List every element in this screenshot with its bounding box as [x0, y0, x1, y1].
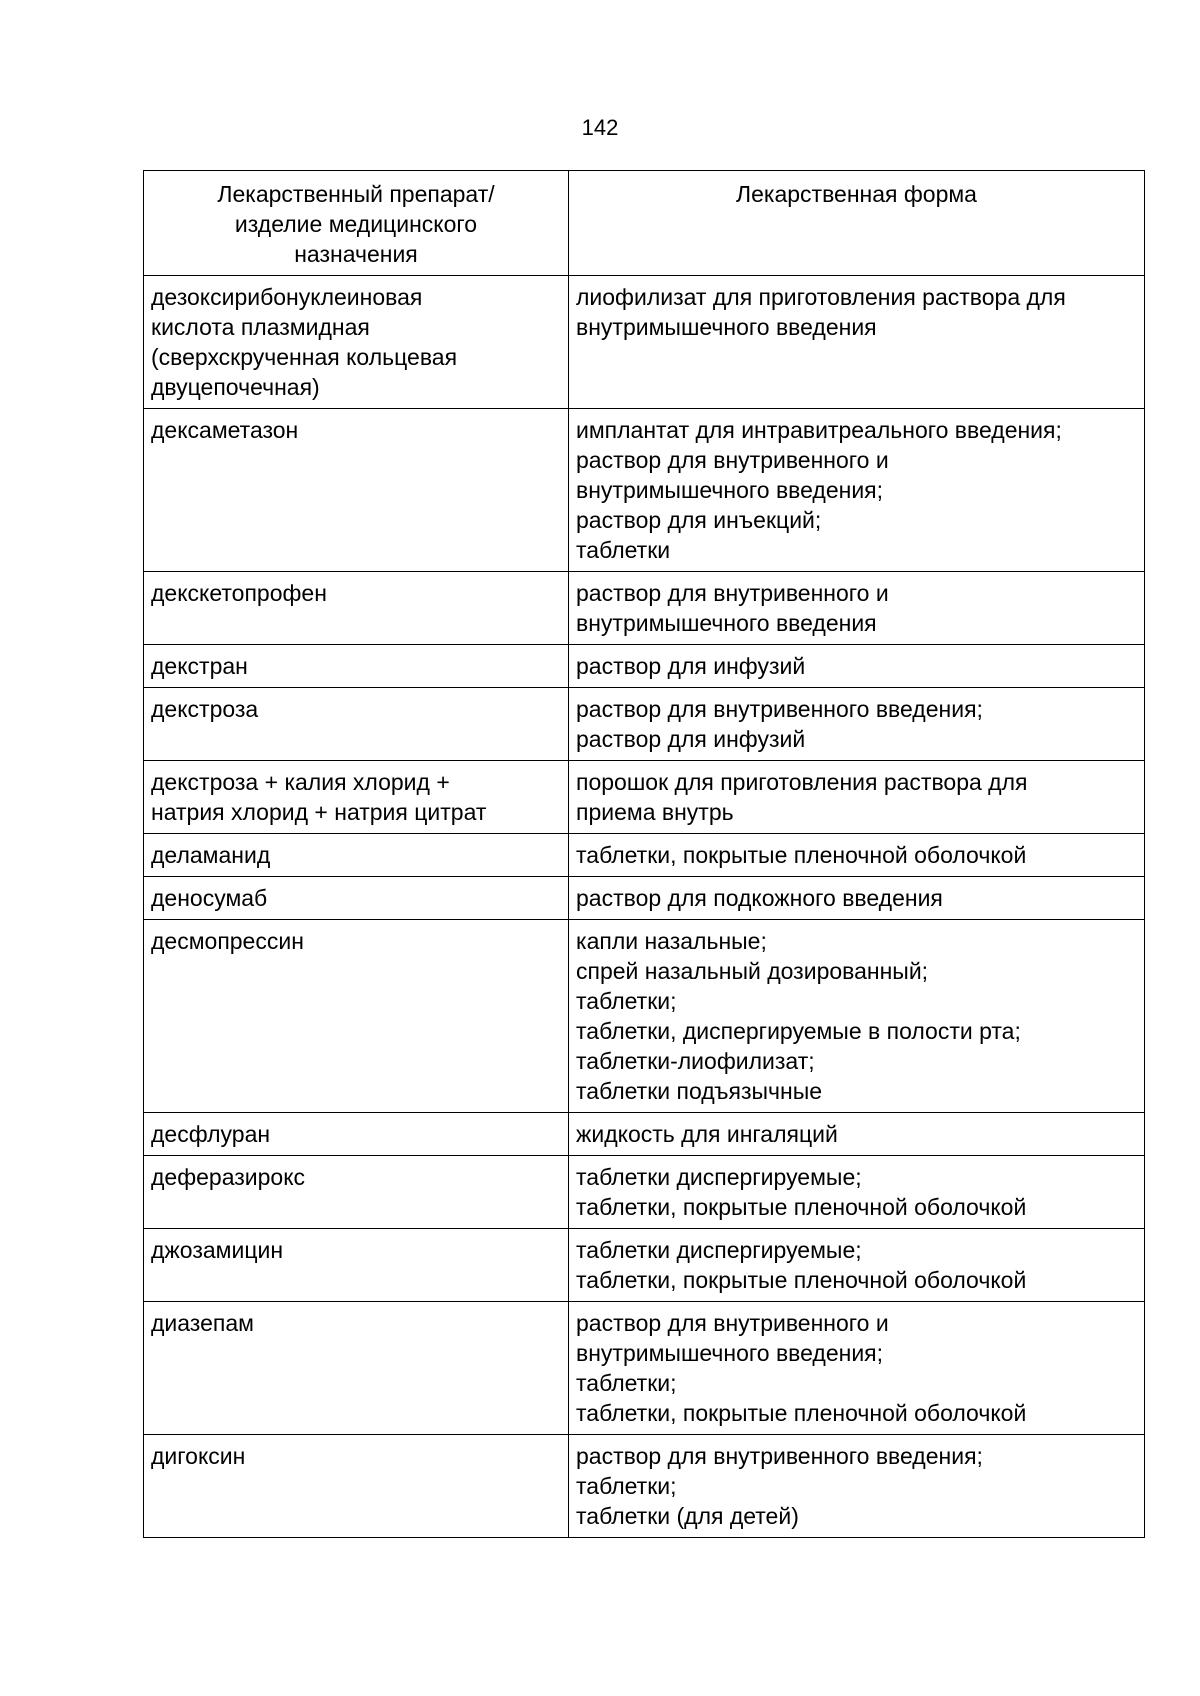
table-row	[144, 688, 1145, 761]
cell-line: таблетки	[576, 537, 671, 563]
table-row	[144, 276, 1145, 409]
cell-line: раствор для внутривенного и	[576, 1310, 889, 1336]
cell-line: внутримышечного введения	[576, 610, 877, 636]
dosage-form-cell	[569, 834, 1145, 877]
drug-name-cell	[144, 877, 569, 920]
drug-name-cell	[144, 1113, 569, 1156]
dosage-form-cell	[569, 761, 1145, 834]
drug-name-cell	[144, 572, 569, 645]
cell-line: деламанид	[151, 842, 271, 868]
cell-line: таблетки;	[576, 1370, 677, 1396]
dosage-form-cell	[569, 688, 1145, 761]
dosage-form-cell	[569, 645, 1145, 688]
cell-line: изделие медицинского	[234, 211, 478, 237]
cell-line: десфлуран	[151, 1121, 271, 1147]
drug-table	[143, 170, 1145, 1538]
cell-line: таблетки, покрытые пленочной оболочкой	[576, 842, 1027, 868]
drug-name-cell	[144, 688, 569, 761]
cell-line: таблетки диспергируемые;	[576, 1164, 862, 1190]
cell-line: порошок для приготовления раствора для	[576, 769, 1028, 795]
cell-line: таблетки;	[576, 988, 677, 1014]
cell-line: натрия хлорид + натрия цитрат	[151, 799, 487, 825]
cell-line: таблетки подъязычные	[576, 1078, 823, 1104]
table-row	[144, 1435, 1145, 1538]
cell-line: диазепам	[151, 1310, 254, 1336]
header-drug	[144, 171, 569, 276]
cell-line: жидкость для ингаляций	[576, 1121, 838, 1147]
cell-line: раствор для инъекций;	[576, 507, 822, 533]
table-row	[144, 572, 1145, 645]
dosage-form-cell	[569, 572, 1145, 645]
cell-line: Лекарственный препарат/	[217, 181, 495, 207]
cell-line: приема внутрь	[576, 799, 734, 825]
dosage-form-cell	[569, 1156, 1145, 1229]
table-row	[144, 761, 1145, 834]
cell-line: раствор для инфузий	[576, 726, 806, 752]
cell-line: двуцепочечная)	[151, 374, 320, 400]
cell-line: таблетки, диспергируемые в полости рта;	[576, 1018, 1021, 1044]
cell-line: раствор для внутривенного введения;	[576, 696, 983, 722]
cell-line: десмопрессин	[151, 928, 304, 954]
cell-line: таблетки диспергируемые;	[576, 1237, 862, 1263]
drug-name-cell	[144, 1435, 569, 1538]
cell-line: внутримышечного введения;	[576, 477, 884, 503]
table-row	[144, 1229, 1145, 1302]
cell-line: капли назальные;	[576, 928, 767, 954]
cell-line: таблетки, покрытые пленочной оболочкой	[576, 1400, 1027, 1426]
cell-line: декстран	[151, 653, 248, 679]
table-row	[144, 409, 1145, 572]
cell-line: таблетки, покрытые пленочной оболочкой	[576, 1194, 1027, 1220]
dosage-form-cell	[569, 877, 1145, 920]
cell-line: дексаметазон	[151, 417, 299, 443]
cell-line: раствор для подкожного введения	[576, 885, 943, 911]
drug-name-cell	[144, 1229, 569, 1302]
cell-line: таблетки, покрытые пленочной оболочкой	[576, 1267, 1027, 1293]
cell-line: джозамицин	[151, 1237, 284, 1263]
drug-name-cell	[144, 1302, 569, 1435]
cell-line: имплантат для интравитреального введения;	[576, 417, 1062, 443]
drug-name-cell	[144, 920, 569, 1113]
header-form	[569, 171, 1145, 276]
drug-name-cell	[144, 761, 569, 834]
drug-name-cell	[144, 409, 569, 572]
cell-line: внутримышечного введения;	[576, 1340, 884, 1366]
cell-line: таблетки (для детей)	[576, 1503, 799, 1529]
cell-line: внутримышечного введения	[576, 314, 877, 340]
cell-line: декстроза + калия хлорид +	[151, 769, 450, 795]
cell-line: назначения	[294, 241, 418, 267]
table-row	[144, 1113, 1145, 1156]
dosage-form-cell	[569, 409, 1145, 572]
table-row	[144, 1302, 1145, 1435]
cell-line: таблетки;	[576, 1473, 677, 1499]
dosage-form-cell	[569, 1229, 1145, 1302]
cell-line: раствор для внутривенного и	[576, 580, 889, 606]
cell-line: декскетопрофен	[151, 580, 327, 606]
cell-line: таблетки-лиофилизат;	[576, 1048, 815, 1074]
table-row	[144, 645, 1145, 688]
dosage-form-cell	[569, 1113, 1145, 1156]
cell-line: раствор для внутривенного и	[576, 447, 889, 473]
cell-line: раствор для инфузий	[576, 653, 806, 679]
drug-name-cell	[144, 276, 569, 409]
table-row	[144, 877, 1145, 920]
cell-line: дезоксирибонуклеиновая	[151, 284, 423, 310]
cell-line: деферазирокс	[151, 1164, 306, 1190]
dosage-form-cell	[569, 1435, 1145, 1538]
page-number: 142	[581, 115, 619, 140]
table-row	[144, 1156, 1145, 1229]
drug-name-cell	[144, 1156, 569, 1229]
table-header-row	[144, 171, 1145, 276]
cell-line: кислота плазмидная	[151, 314, 370, 340]
cell-line: Лекарственная форма	[736, 181, 977, 207]
cell-line: деносумаб	[151, 885, 268, 911]
dosage-form-cell	[569, 1302, 1145, 1435]
dosage-form-cell	[569, 920, 1145, 1113]
cell-line: спрей назальный дозированный;	[576, 958, 929, 984]
dosage-form-cell	[569, 276, 1145, 409]
cell-line: раствор для внутривенного введения;	[576, 1443, 983, 1469]
cell-line: декстроза	[151, 696, 259, 722]
cell-line: (сверхскрученная кольцевая	[151, 344, 458, 370]
table-row	[144, 834, 1145, 877]
table-body	[144, 276, 1145, 1538]
cell-line: лиофилизат для приготовления раствора для	[576, 284, 1066, 310]
cell-line: дигоксин	[151, 1443, 246, 1469]
table-row	[144, 920, 1145, 1113]
drug-name-cell	[144, 834, 569, 877]
drug-name-cell	[144, 645, 569, 688]
